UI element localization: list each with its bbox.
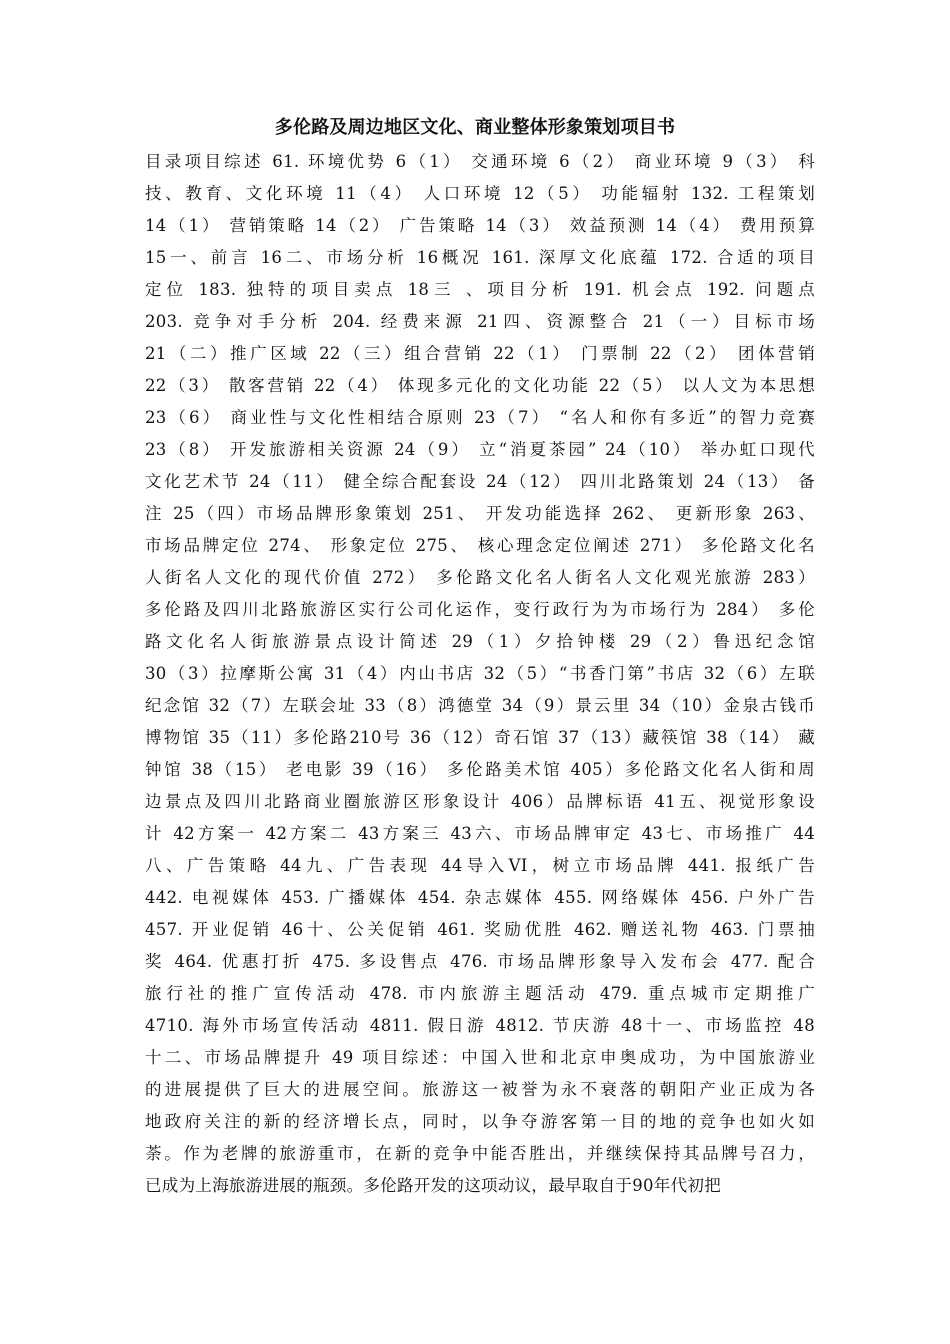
body-text-line: 边景点及四川北路商业圈旅游区形象设计 406）品牌标语 41五、视觉形象设 [145,792,815,811]
body-text-line: 路文化名人街旅游景点设计简述 29（1）夕拾钟楼 29（2）鲁迅纪念馆 [145,632,815,651]
body-text-line: 荼。作为老牌的旅游重市，在新的竞争中能否胜出，并继续保持其品牌号召力， [145,1144,815,1163]
body-text-line: 计 42方案一 42方案二 43方案三 43六、市场品牌审定 43七、市场推广 44 [145,824,815,843]
body-text-line: 多伦路及四川北路旅游区实行公司化运作，变行政行为为市场行为 284） 多伦 [145,600,815,619]
body-text-line: 457. 开业促销 46十、公关促销 461. 奖励优胜 462. 赠送礼物 463. 门票抽 [145,920,815,939]
body-text-line: 4710. 海外市场宣传活动 4811. 假日游 4812. 节庆游 48十一、市场监控 48 [145,1016,815,1035]
body-text-line: 目录项目综述 61. 环境优势 6（1） 交通环境 6（2） 商业环境 9（3） 科 [145,152,815,171]
body-text-line: 15一、前言 16二、市场分析 16概况 161. 深厚文化底蕴 172. 合适的项目 [145,248,815,267]
body-text-line: 纪念馆 32（7）左联会址 33（8）鸿德堂 34（9）景云里 34（10）金泉古钱币 [145,696,815,715]
body-text-line: 203. 竞争对手分析 204. 经费来源 21四、资源整合 21（一）目标市场 [145,312,815,331]
document-body [145,146,815,1202]
body-text-line: 奖 464. 优惠打折 475. 多设售点 476. 市场品牌形象导入发布会 477. 配合 [145,952,815,971]
body-text-line: 地政府关注的新的经济增长点，同时，以争夺游客第一目的地的竞争也如火如 [145,1112,815,1131]
body-text-line: 注 25（四）市场品牌形象策划 251、 开发功能选择 262、 更新形象 263、 [145,504,815,523]
body-text-line: 22（3） 散客营销 22（4） 体现多元化的文化功能 22（5） 以人文为本思想 [145,376,815,395]
body-text-line: 博物馆 35（11）多伦路210号 36（12）奇石馆 37（13）藏筷馆 38（14） 藏 [145,728,815,747]
body-text-line: 14（1） 营销策略 14（2） 广告策略 14（3） 效益预测 14（4） 费用预算 [145,216,815,235]
body-text-line: 八、广告策略 44九、广告表现 44导入VI，树立市场品牌 441. 报纸广告 [145,856,815,875]
body-text-line: 23（6） 商业性与文化性相结合原则 23（7） “名人和你有多近”的智力竞赛 [145,408,815,427]
body-text-line: 23（8） 开发旅游相关资源 24（9） 立“消夏茶园” 24（10） 举办虹口现代 [145,440,815,459]
body-text-line: 21（二）推广区域 22（三）组合营销 22（1） 门票制 22（2） 团体营销 [145,344,815,363]
body-text-line: 已成为上海旅游进展的瓶颈。多伦路开发的这项动议，最早取自于90年代初把 [145,1176,721,1195]
body-text-line: 钟馆 38（15） 老电影 39（16） 多伦路美术馆 405）多伦路文化名人街和周 [145,760,815,779]
body-text-line: 文化艺术节 24（11） 健全综合配套设 24（12） 四川北路策划 24（13） 备 [145,472,815,491]
body-text-line: 技、教育、文化环境 11（4） 人口环境 12（5） 功能辐射 132. 工程策划 [145,184,815,203]
body-text-line: 市场品牌定位 274、 形象定位 275、 核心理念定位阐述 271） 多伦路文化名 [145,536,815,555]
body-text-line: 442. 电视媒体 453. 广播媒体 454. 杂志媒体 455. 网络媒体 456. 户外广告 [145,888,815,907]
body-text-line: 30（3）拉摩斯公寓 31（4）内山书店 32（5）“书香门第”书店 32（6）左联 [145,664,815,683]
document-title: 多伦路及周边地区文化、商业整体形象策划项目书 [274,117,676,138]
body-text-line: 的进展提供了巨大的进展空间。旅游这一被誉为永不衰落的朝阳产业正成为各 [145,1080,815,1099]
body-text-line: 十二、市场品牌提升 49 项目综述：中国入世和北京申奥成功，为中国旅游业 [145,1048,815,1067]
body-text-line: 人街名人文化的现代价值 272） 多伦路文化名人街名人文化观光旅游 283） [145,568,815,587]
body-text-line: 旅行社的推广宣传活动 478. 市内旅游主题活动 479. 重点城市定期推广 [145,984,815,1003]
body-text-line: 定位 183. 独特的项目卖点 18三 、项目分析 191. 机会点 192. 问题点 [145,280,815,299]
